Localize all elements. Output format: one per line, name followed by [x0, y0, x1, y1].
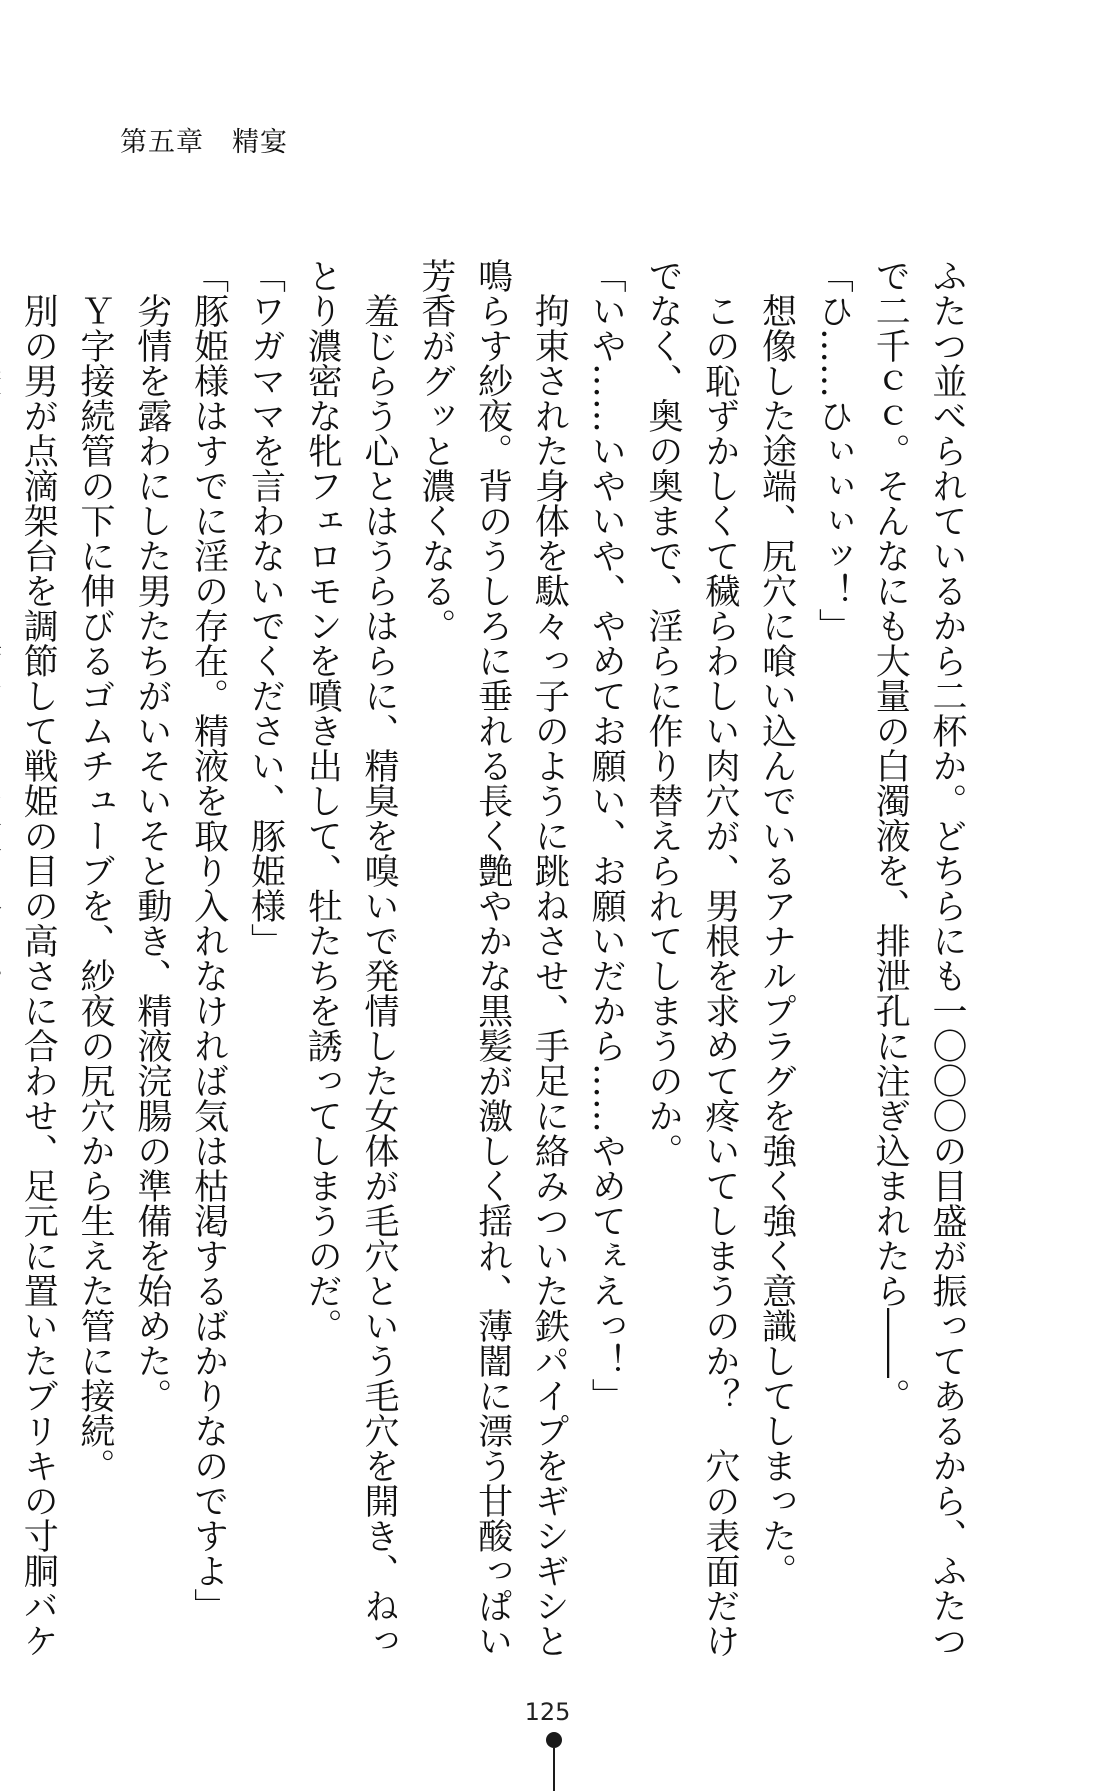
text-line — [0, 258, 9, 1448]
text-line: 「いや……いやいや、やめてお願い、お願いだから……やめてぇえっ！」 — [586, 258, 627, 1413]
text-line: 劣情を露わにした男たちがいそいそと動き、精液浣腸の準備を始めた。 — [131, 258, 172, 1413]
text-line: 芳香がグッと濃くなる。 — [415, 258, 456, 643]
text-line: この恥ずかしくて穢らわしい肉穴が、男根を求めて疼いてしまうのか？ 穴の表面だけ — [699, 258, 740, 1658]
text-line: 想像した途端、尻穴に喰い込んでいるアナルプラグを強く強く意識してしまった。 — [756, 258, 797, 1588]
text-line: 「豚姫様はすでに淫の存在。精液を取り入れなければ気は枯渇するばかりなのですよ」 — [188, 258, 229, 1623]
text-line: 鳴らす紗夜。背のうしろに垂れる長く艶やかな黒髪が激しく揺れ、薄闇に漂う甘酸っぱい — [472, 258, 513, 1658]
page-marker-dot — [546, 1732, 562, 1748]
page-marker-rule — [553, 1748, 555, 1791]
text-line: でなく、奥の奥まで、淫らに作り替えられてしまうのか。 — [643, 258, 684, 1168]
text-line: で二千ｃｃ。そんなにも大量の白濁液を、排泄孔に注ぎ込まれたら――。 — [870, 258, 911, 1413]
text-line: ふたつ並べられているから二杯か。どちらにも一〇〇〇の目盛が振ってあるから、ふたつ — [927, 258, 967, 1658]
text-line: 「ひ……ひぃぃぃッ！」 — [813, 258, 854, 643]
text-line: Ｙ字接続管の下に伸びるゴムチューブを、紗夜の尻穴から生えた管に接続。 — [75, 258, 116, 1483]
text-line: 「ワガママを言わないでください、豚姫様」 — [245, 258, 286, 958]
body-text — [0, 258, 975, 1658]
text-line: とり濃密な牝フェロモンを噴き出して、牡たちを誘ってしまうのだ。 — [302, 258, 343, 1343]
chapter-heading: 第五章 精宴 — [120, 127, 288, 158]
text-line: 拘束された身体を駄々っ子のように跳ねさせ、手足に絡みついた鉄パイプをギシギシと — [529, 258, 570, 1658]
text-line: 羞じらう心とはうらはらに、精臭を嗅いで発情した女体が毛穴という毛穴を開き、ねっ — [359, 258, 400, 1658]
text-line: 別の男が点滴架台を調節して戦姫の目の高さに合わせ、足元に置いたブリキの寸胴バケ — [18, 258, 59, 1658]
page-number: 125 — [524, 1698, 571, 1726]
